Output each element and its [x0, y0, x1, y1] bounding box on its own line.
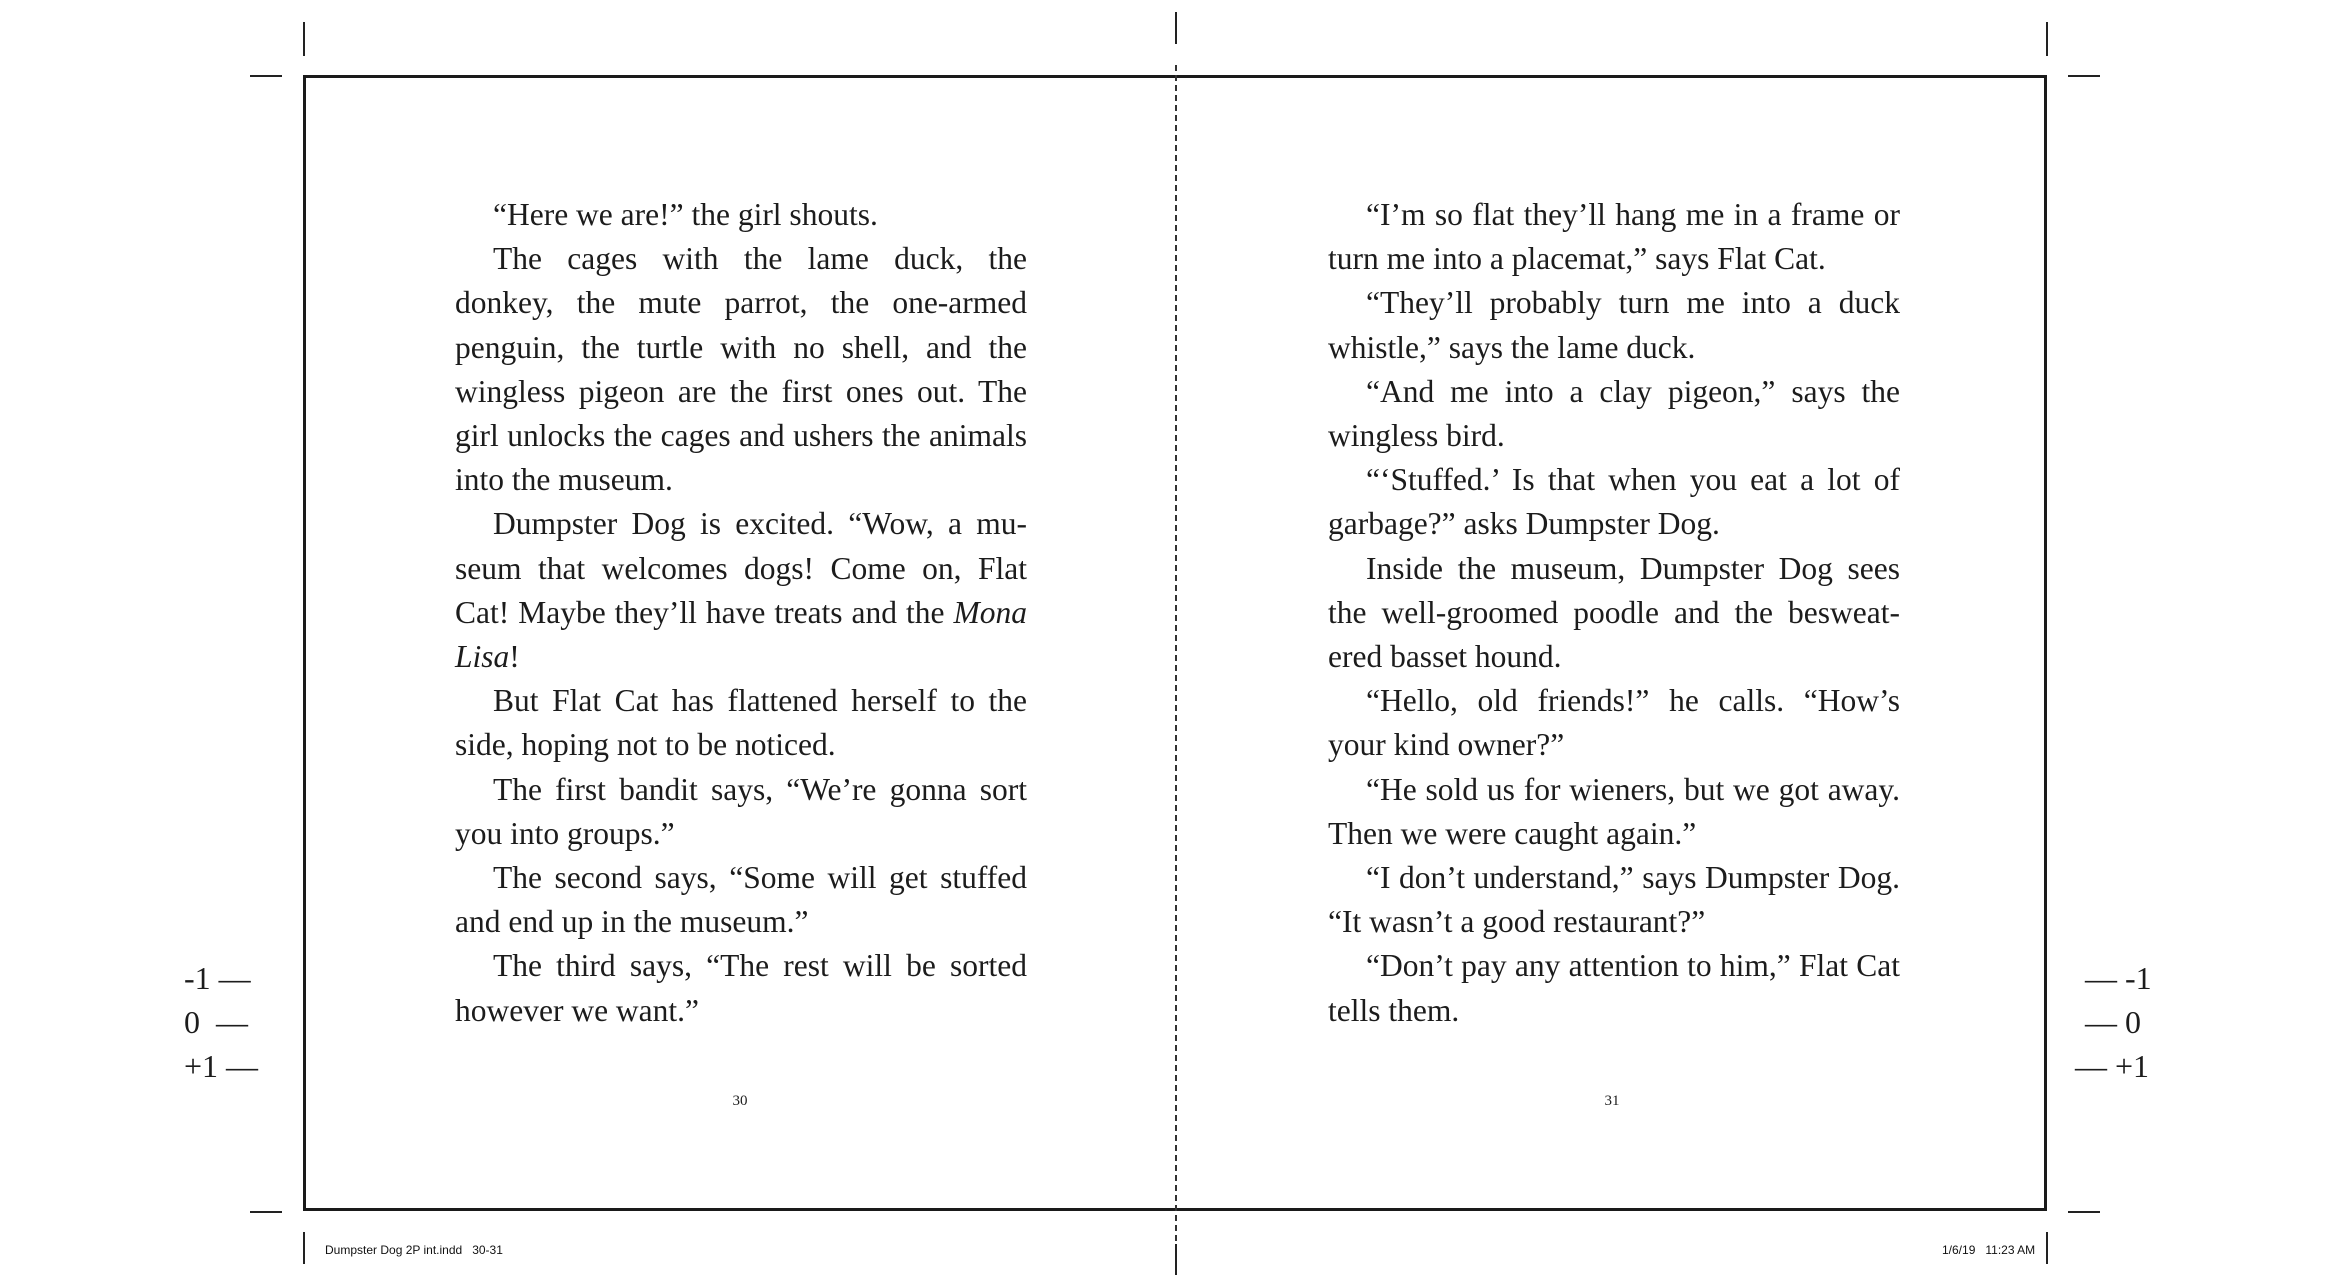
- right-page-number: 31: [1604, 1093, 1620, 1109]
- crop-mark-left-bottom: [250, 1211, 282, 1213]
- right-paragraph-6: “Hello, old friends!” he calls. “How’s your kind owner?”: [1328, 683, 1900, 763]
- left-paragraph-1: “Here we are!” the girl shouts.: [493, 197, 878, 232]
- registration-mark-left-zero: 0 —: [184, 1004, 248, 1040]
- left-page-number: 30: [732, 1093, 748, 1109]
- left-paragraph-2: The cages with the lame duck, the donkey, the mute parrot, the one-armed penguin, the turtle with no shell, and the wingless pigeon are the first ones out. The girl unlocks the cages and ushers the animals into the museum.: [455, 241, 1027, 498]
- slug-file-name: Dumpster Dog 2P int.indd 30-31: [325, 1243, 503, 1257]
- left-paragraph-7: The third says, “The rest will be sorted however we want.”: [455, 948, 1027, 1028]
- crop-mark-bottom-left: [303, 1232, 305, 1264]
- mona-lisa-title: Mona Lisa: [455, 594, 1028, 675]
- left-paragraph-6: The second says, “Some will get stuffed and end up in the museum.”: [455, 860, 1027, 940]
- right-paragraph-1: “I’m so flat they’ll hang me in a frame or turn me into a placemat,” says Flat Cat.: [1328, 197, 1900, 277]
- right-page-body: [1328, 193, 1900, 1033]
- right-paragraph-8: “I don’t understand,” says Dumpster Dog. “It wasn’t a good restaurant?”: [1328, 860, 1900, 940]
- registration-mark-right-zero: — 0: [2085, 1004, 2141, 1040]
- left-paragraph-3: [455, 502, 1027, 679]
- right-paragraph-7: “He sold us for wieners, but we got away. Then we were caught again.”: [1328, 771, 1900, 851]
- registration-mark-left-minus1: -1 —: [184, 960, 251, 996]
- spread-gutter-line: [1175, 65, 1177, 1241]
- right-paragraph-2: “They’ll probably turn me into a duck whistle,” says the lame duck.: [1328, 285, 1900, 365]
- registration-mark-right-minus1: — -1: [2085, 960, 2152, 996]
- crop-mark-top-right: [2046, 22, 2048, 56]
- crop-mark-bottom-center: [1175, 1244, 1177, 1275]
- crop-mark-right-top: [2068, 75, 2100, 77]
- crop-mark-top-center: [1175, 12, 1177, 44]
- left-paragraph-3-end: !: [509, 639, 520, 675]
- right-paragraph-4: “‘Stuffed.’ Is that when you eat a lot of garbage?” asks Dumpster Dog.: [1328, 462, 1900, 542]
- crop-mark-left-top: [250, 75, 282, 77]
- left-paragraph-4: But Flat Cat has flattened herself to the side, hoping not to be noticed.: [455, 683, 1027, 763]
- crop-mark-right-bottom: [2068, 1211, 2100, 1213]
- left-paragraph-5: The first bandit says, “We’re gonna sort you into groups.”: [455, 771, 1027, 851]
- right-paragraph-3: “And me into a clay pigeon,” says the wingless bird.: [1328, 373, 1900, 454]
- registration-mark-right-plus1: — +1: [2075, 1048, 2150, 1084]
- crop-mark-top-left: [303, 22, 305, 56]
- right-paragraph-9: “Don’t pay any attention to him,” Flat Cat tells them.: [1328, 948, 1900, 1028]
- registration-mark-left-plus1: +1 —: [184, 1048, 259, 1084]
- crop-mark-bottom-right: [2046, 1232, 2048, 1264]
- left-paragraph-3-text: Dumpster Dog is excited. “Wow, a museum that welcomes dogs! Come on, Flat Cat! Maybe they’ll have treats and the: [455, 506, 1027, 630]
- left-page-body: [455, 193, 1027, 1033]
- slug-timestamp: 1/6/19 11:23 AM: [1942, 1243, 2036, 1257]
- right-paragraph-5: Inside the museum, Dumpster Dog sees the well-groomed poodle and the besweatered basset hound.: [1328, 550, 1900, 675]
